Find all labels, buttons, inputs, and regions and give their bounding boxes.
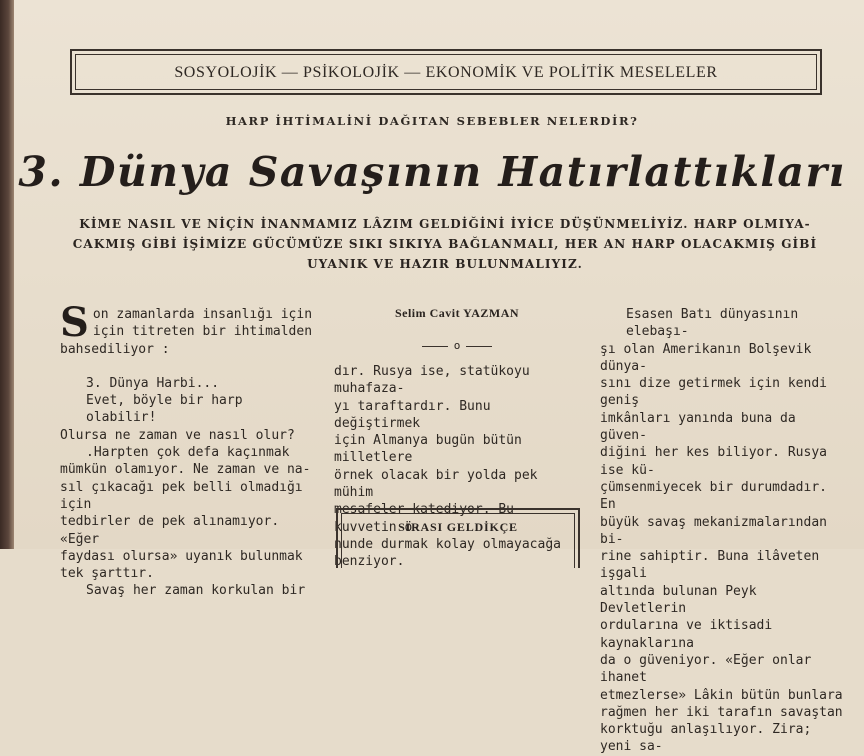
author-byline: Selim Cavit YAZMAN [394,306,520,320]
text-line: nunde durmak kolay olmayacağa [334,536,561,552]
section-header-text: SOSYOLOJİK — PSİKOLOJİK — EKONOMİK VE POLİTİK MESELELER [174,64,718,81]
deck-line: UYANIK VE HAZIR BULUNMALIYIZ. [307,257,583,271]
text-line: dır. Rusya ise, statükoyu muhafaza- [334,364,530,397]
text-line: faydası olursa» uyanık bulunmak [60,548,303,564]
text-line: .Harpten çok defa kaçınmak [86,445,290,461]
text-line: benziyor. [334,554,405,570]
drop-cap: S [60,299,89,346]
text-line: sıl çıkacağı pek belli olmadığı için [60,479,303,512]
subsection-title: SIRASI GELDİKÇE [398,520,518,534]
text-line: yı taraftardır. Bunu değiştirmek [334,398,491,431]
text-line: rağmen her iki tarafın savaştan [600,704,843,720]
text-line: da o güveniyor. «Eğer onlar ihanet [600,652,812,686]
article-kicker: HARP İHTİMALİNİ DAĞITAN SEBEBLER NELERDİR? [225,114,639,128]
text-line: çümsenmiyecek bir durumdadır. En [600,479,827,513]
article-column-3 [600,306,845,756]
text-line: Evet, böyle bir harp olabilir! [86,393,243,426]
ornament-divider: o [422,339,492,352]
article-column-1 [60,299,316,600]
text-line: rine sahiptir. Buna ilâveten işgali [600,549,820,582]
article-headline: 3. Dünya Savaşının Hatırlattıkları [18,148,846,196]
text-line: on zamanlarda insanlığı için [92,307,313,322]
text-line: etmezlerse» Lâkin bütün bunlara [600,687,843,703]
text-line: bahsediliyor : [60,341,170,357]
text-line: sını dize getirmek için kendi geniş [600,376,827,409]
text-line: için titreten bir ihtimalden [92,324,313,340]
article-deck [60,214,830,274]
text-line: Savaş her zaman korkulan bir [86,583,306,599]
section-header-box [70,49,822,95]
text-line: Esasen Batı dünyasının elebaşı- [626,307,799,340]
text-line: korktuğu anlaşılıyor. Zira; yeni sa- [600,722,812,755]
deck-line: KİME NASIL VE NİÇİN İNANMAMIZ LÂZIM GELDİĞİNİ İYİCE DÜŞÜNMELİYİZ. HARP OLMIYA- [79,217,811,231]
text-line: diğini her kes biliyor. Rusya ise kü- [600,445,827,478]
text-line: Olursa ne zaman ve nasıl olur? [60,427,295,443]
text-line: mesafeler katediyor. Bu kuvvetin ö- [334,502,515,535]
text-line: imkânları yanında buna da güven- [600,410,796,444]
deck-line: CAKMIŞ GİBİ İŞİMİZE GÜCÜMÜZE SIKI SIKIYA BAĞLANMALI, HER AN HARP OLACAKMIŞ GİBİ [72,237,818,251]
text-line: için Almanya bugün bütün milletlere [334,433,522,466]
binding-edge [0,0,14,549]
text-line: tek şarttır. [60,566,154,582]
subsection-box [336,508,580,568]
text-line: şı olan Amerikanın Bolşevik dünya- [600,341,812,374]
text-line: altında bulunan Peyk Devletlerin [600,583,757,617]
text-line: ordularına ve iktisadi kaynaklarına [600,618,773,651]
text-line: tedbirler de pek alınamıyor. «Eğer [60,514,280,547]
text-line: büyük savaş mekanizmalarından bi- [600,514,827,547]
text-line: örnek olacak bir yolda pek mühim [334,467,538,501]
text-line: mümkün olamıyor. Ne zaman ve na- [60,462,311,478]
text-line: 3. Dünya Harbi... [86,375,220,391]
